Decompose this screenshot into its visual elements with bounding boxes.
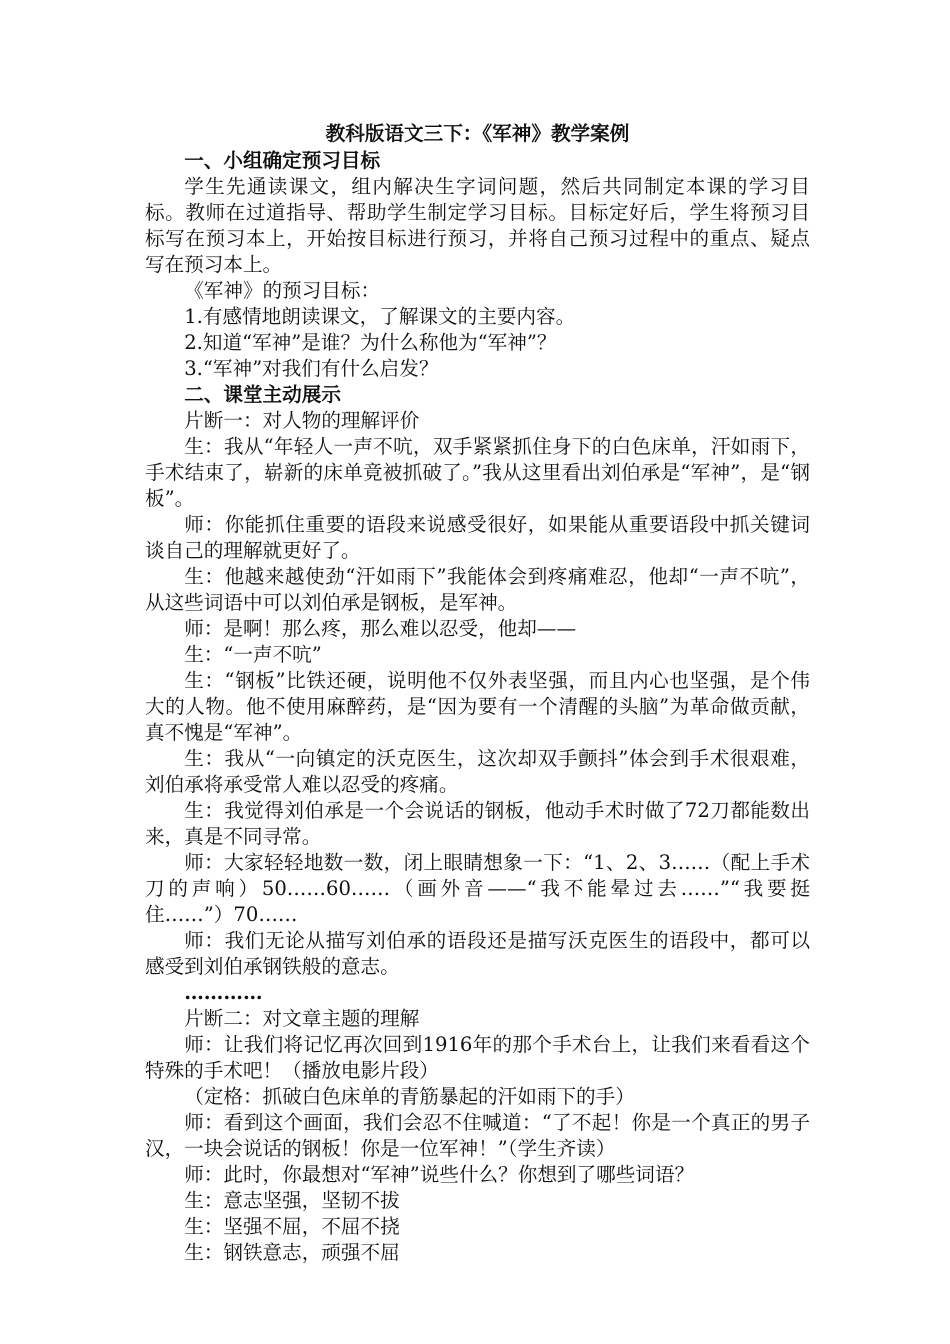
dialogue-line: 生：我觉得刘伯承是一个会说话的钢板，他动手术时做了72刀都能数出来，真是不同寻常。 — [145, 799, 810, 848]
dialogue-line: 师：让我们将记忆再次回到1916年的那个手术台上，让我们来看看这个特殊的手术吧！（播放电影片段） — [145, 1033, 810, 1082]
dialogue-line: 师：我们无论从描写刘伯承的语段还是描写沃克医生的语段中，都可以感受到刘伯承钢铁般的意志。 — [145, 929, 810, 978]
dialogue-line: 师：是啊！那么疼，那么难以忍受，他却—— — [184, 617, 577, 640]
goal-item: 1.有感情地朗读课文，了解课文的主要内容。 — [184, 305, 576, 328]
dialogue-line: （定格：抓破白色床单的青筋暴起的汗如雨下的手） — [184, 1085, 635, 1108]
ellipsis-separator: ………… — [184, 981, 263, 1004]
fragment1-label: 片断一：对人物的理解评价 — [184, 409, 420, 432]
goals-label: 《军神》的预习目标： — [184, 279, 381, 302]
dialogue-line: 师：此时，你最想对“军神”说些什么？你想到了哪些词语？ — [184, 1163, 695, 1186]
dialogue-line: 生：“钢板”比铁还硬，说明他不仅外表坚强，而且内心也坚强，是个伟大的人物。他不使用麻醉药，是“因为要有一个清醒的头脑”为革命做贡献，真不愧是“军神”。 — [145, 669, 810, 744]
document-page — [145, 120, 810, 1266]
dialogue-line: 生：“一声不吭” — [184, 643, 322, 666]
dialogue-line: 生：我从“年轻人一声不吭，双手紧紧抓住身下的白色床单，汗如雨下，手术结束了，崭新的床单竟被抓破了。”我从这里看出刘伯承是“军神”，是“钢板”。 — [145, 435, 810, 510]
dialogue-line: 生：钢铁意志，顽强不屈 — [184, 1241, 400, 1264]
section1-intro: 学生先通读课文，组内解决生字词问题，然后共同制定本课的学习目标。教师在过道指导、帮助学生制定学习目标。目标定好后，学生将预习目标写在预习本上，开始按目标进行预习，并将自己预习过程中的重点、疑点写在预习本上。 — [145, 175, 810, 276]
section-heading-1: 一、小组确定预习目标 — [184, 149, 381, 172]
fragment2-label: 片断二：对文章主题的理解 — [184, 1007, 420, 1030]
dialogue-line: 师：大家轻轻地数一数，闭上眼睛想象一下：“1、2、3……（配上手术刀的声响）50……60……（画外音——“我不能晕过去……”“我要挺住……”）70…… — [145, 851, 810, 926]
goal-item: 3.“军神”对我们有什么启发？ — [184, 357, 439, 380]
dialogue-line: 生：他越来越使劲“汗如雨下”我能体会到疼痛难忍，他却“一声不吭”，从这些词语中可以刘伯承是钢板，是军神。 — [145, 565, 810, 614]
dialogue-line: 生：我从“一向镇定的沃克医生，这次却双手颤抖”体会到手术很艰难，刘伯承将承受常人难以忍受的疼痛。 — [145, 747, 810, 796]
section-heading-2: 二、课堂主动展示 — [184, 383, 341, 406]
dialogue-line: 师：你能抓住重要的语段来说感受很好，如果能从重要语段中抓关键词谈自己的理解就更好了。 — [145, 513, 810, 562]
dialogue-line: 生：意志坚强，坚韧不拔 — [184, 1189, 400, 1212]
dialogue-line: 师：看到这个画面，我们会忍不住喊道：“了不起！你是一个真正的男子汉，一块会说话的钢板！你是一位军神！”（学生齐读） — [145, 1111, 810, 1160]
goal-item: 2.知道“军神”是谁？为什么称他为“军神”？ — [184, 331, 557, 354]
dialogue-line: 生：坚强不屈，不屈不挠 — [184, 1215, 400, 1238]
document-title: 教科版语文三下：《军神》教学案例 — [325, 122, 630, 145]
